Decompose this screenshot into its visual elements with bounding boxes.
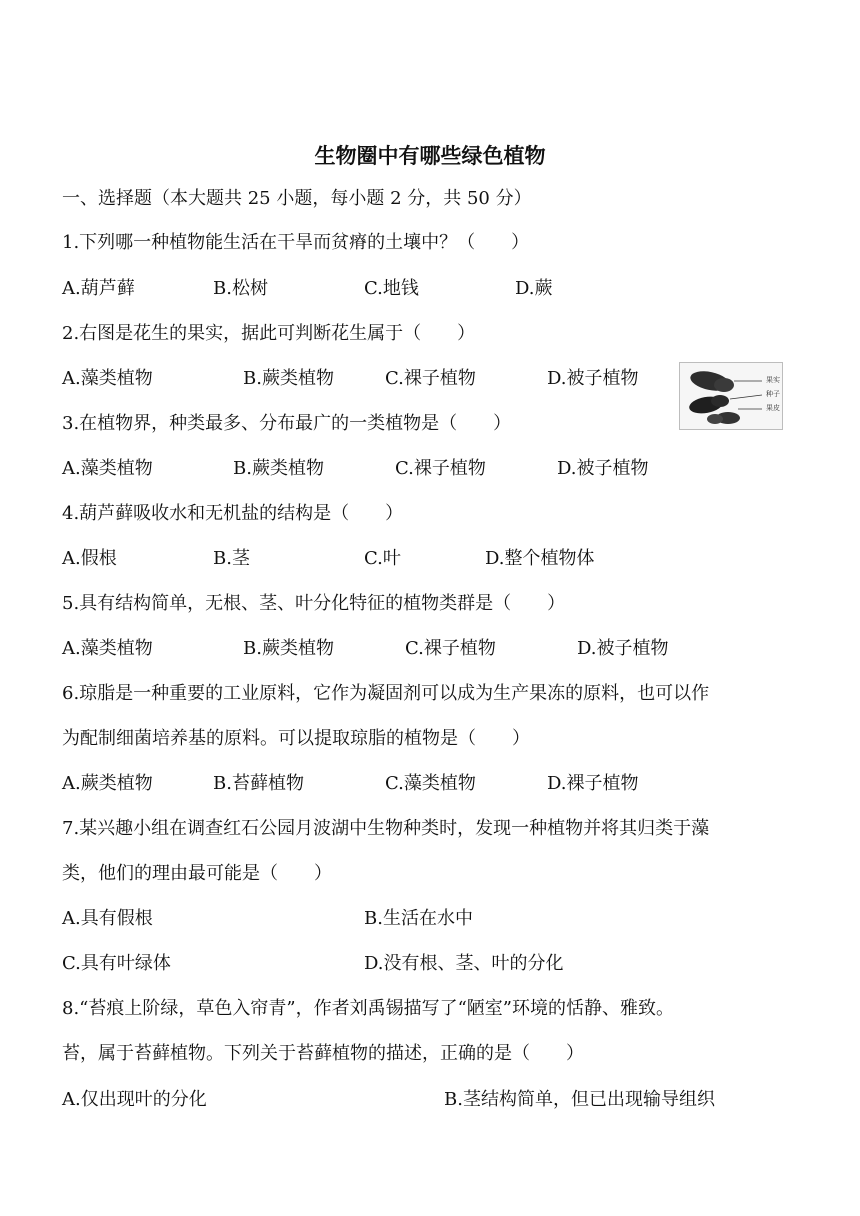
question-1-stem: 1.下列哪一种植物能生活在干旱而贫瘠的土壤中？（ ）	[62, 232, 530, 253]
q5-option-a: A.藻类植物	[62, 638, 153, 659]
q4-option-b: B.茎	[213, 548, 250, 569]
figure-label-fruit: 果实	[766, 376, 780, 384]
q5-option-c: C.裸子植物	[405, 638, 496, 659]
q3-option-a: A.藻类植物	[62, 458, 153, 479]
question-8-stem-line-1: 8.“苔痕上阶绿，草色入帘青”，作者刘禹锡描写了“陋室”环境的恬静、雅致。	[62, 998, 674, 1019]
question-3-stem: 3.在植物界，种类最多、分布最广的一类植物是（ ）	[62, 413, 512, 434]
q3-option-d: D.被子植物	[557, 458, 649, 479]
question-6-stem-line-2: 为配制细菌培养基的原料。可以提取琼脂的植物是（ ）	[62, 728, 530, 749]
q8-option-a: A.仅出现叶的分化	[62, 1089, 207, 1110]
question-7-stem-line-1: 7.某兴趣小组在调查红石公园月波湖中生物种类时，发现一种植物并将其归类于藻	[62, 818, 710, 839]
question-6-stem-line-1: 6.琼脂是一种重要的工业原料，它作为凝固剂可以成为生产果冻的原料，也可以作	[62, 683, 710, 704]
q7-option-b: B.生活在水中	[364, 908, 473, 929]
q2-option-b: B.蕨类植物	[243, 368, 334, 389]
q4-option-a: A.假根	[62, 548, 117, 569]
q7-option-a: A.具有假根	[62, 908, 153, 929]
q6-option-b: B.苔藓植物	[213, 773, 304, 794]
q1-option-d: D.蕨	[515, 278, 553, 299]
page-title: 生物圈中有哪些绿色植物	[314, 144, 546, 168]
q7-option-c: C.具有叶绿体	[62, 953, 171, 974]
q4-option-c: C.叶	[364, 548, 401, 569]
q1-option-a: A.葫芦藓	[62, 278, 135, 299]
q6-option-d: D.裸子植物	[547, 773, 639, 794]
question-2-stem: 2.右图是花生的果实，据此可判断花生属于（ ）	[62, 323, 476, 344]
q7-option-d: D.没有根、茎、叶的分化	[364, 953, 564, 974]
figure-label-seed: 种子	[766, 390, 780, 398]
peanut-fruit-figure	[679, 362, 783, 430]
q1-option-c: C.地钱	[364, 278, 419, 299]
q4-option-d: D.整个植物体	[485, 548, 595, 569]
question-5-stem: 5.具有结构简单，无根、茎、叶分化特征的植物类群是（ ）	[62, 593, 566, 614]
q1-option-b: B.松树	[213, 278, 268, 299]
q3-option-c: C.裸子植物	[395, 458, 486, 479]
q6-option-a: A.蕨类植物	[62, 773, 153, 794]
q2-option-a: A.藻类植物	[62, 368, 153, 389]
q8-option-b: B.茎结构简单，但已出现输导组织	[444, 1089, 715, 1110]
q2-option-d: D.被子植物	[547, 368, 639, 389]
q5-option-b: B.蕨类植物	[243, 638, 334, 659]
question-4-stem: 4.葫芦藓吸收水和无机盐的结构是（ ）	[62, 503, 404, 524]
q5-option-d: D.被子植物	[577, 638, 669, 659]
q3-option-b: B.蕨类植物	[233, 458, 324, 479]
question-8-stem-line-2: 苔，属于苔藓植物。下列关于苔藓植物的描述，正确的是（ ）	[62, 1043, 584, 1064]
q2-option-c: C.裸子植物	[385, 368, 476, 389]
figure-label-pericarp: 果皮	[766, 404, 780, 412]
question-7-stem-line-2: 类，他们的理由最可能是（ ）	[62, 863, 332, 884]
q6-option-c: C.藻类植物	[385, 773, 476, 794]
section-heading: 一、选择题（本大题共 25 小题，每小题 2 分，共 50 分）	[62, 188, 532, 209]
